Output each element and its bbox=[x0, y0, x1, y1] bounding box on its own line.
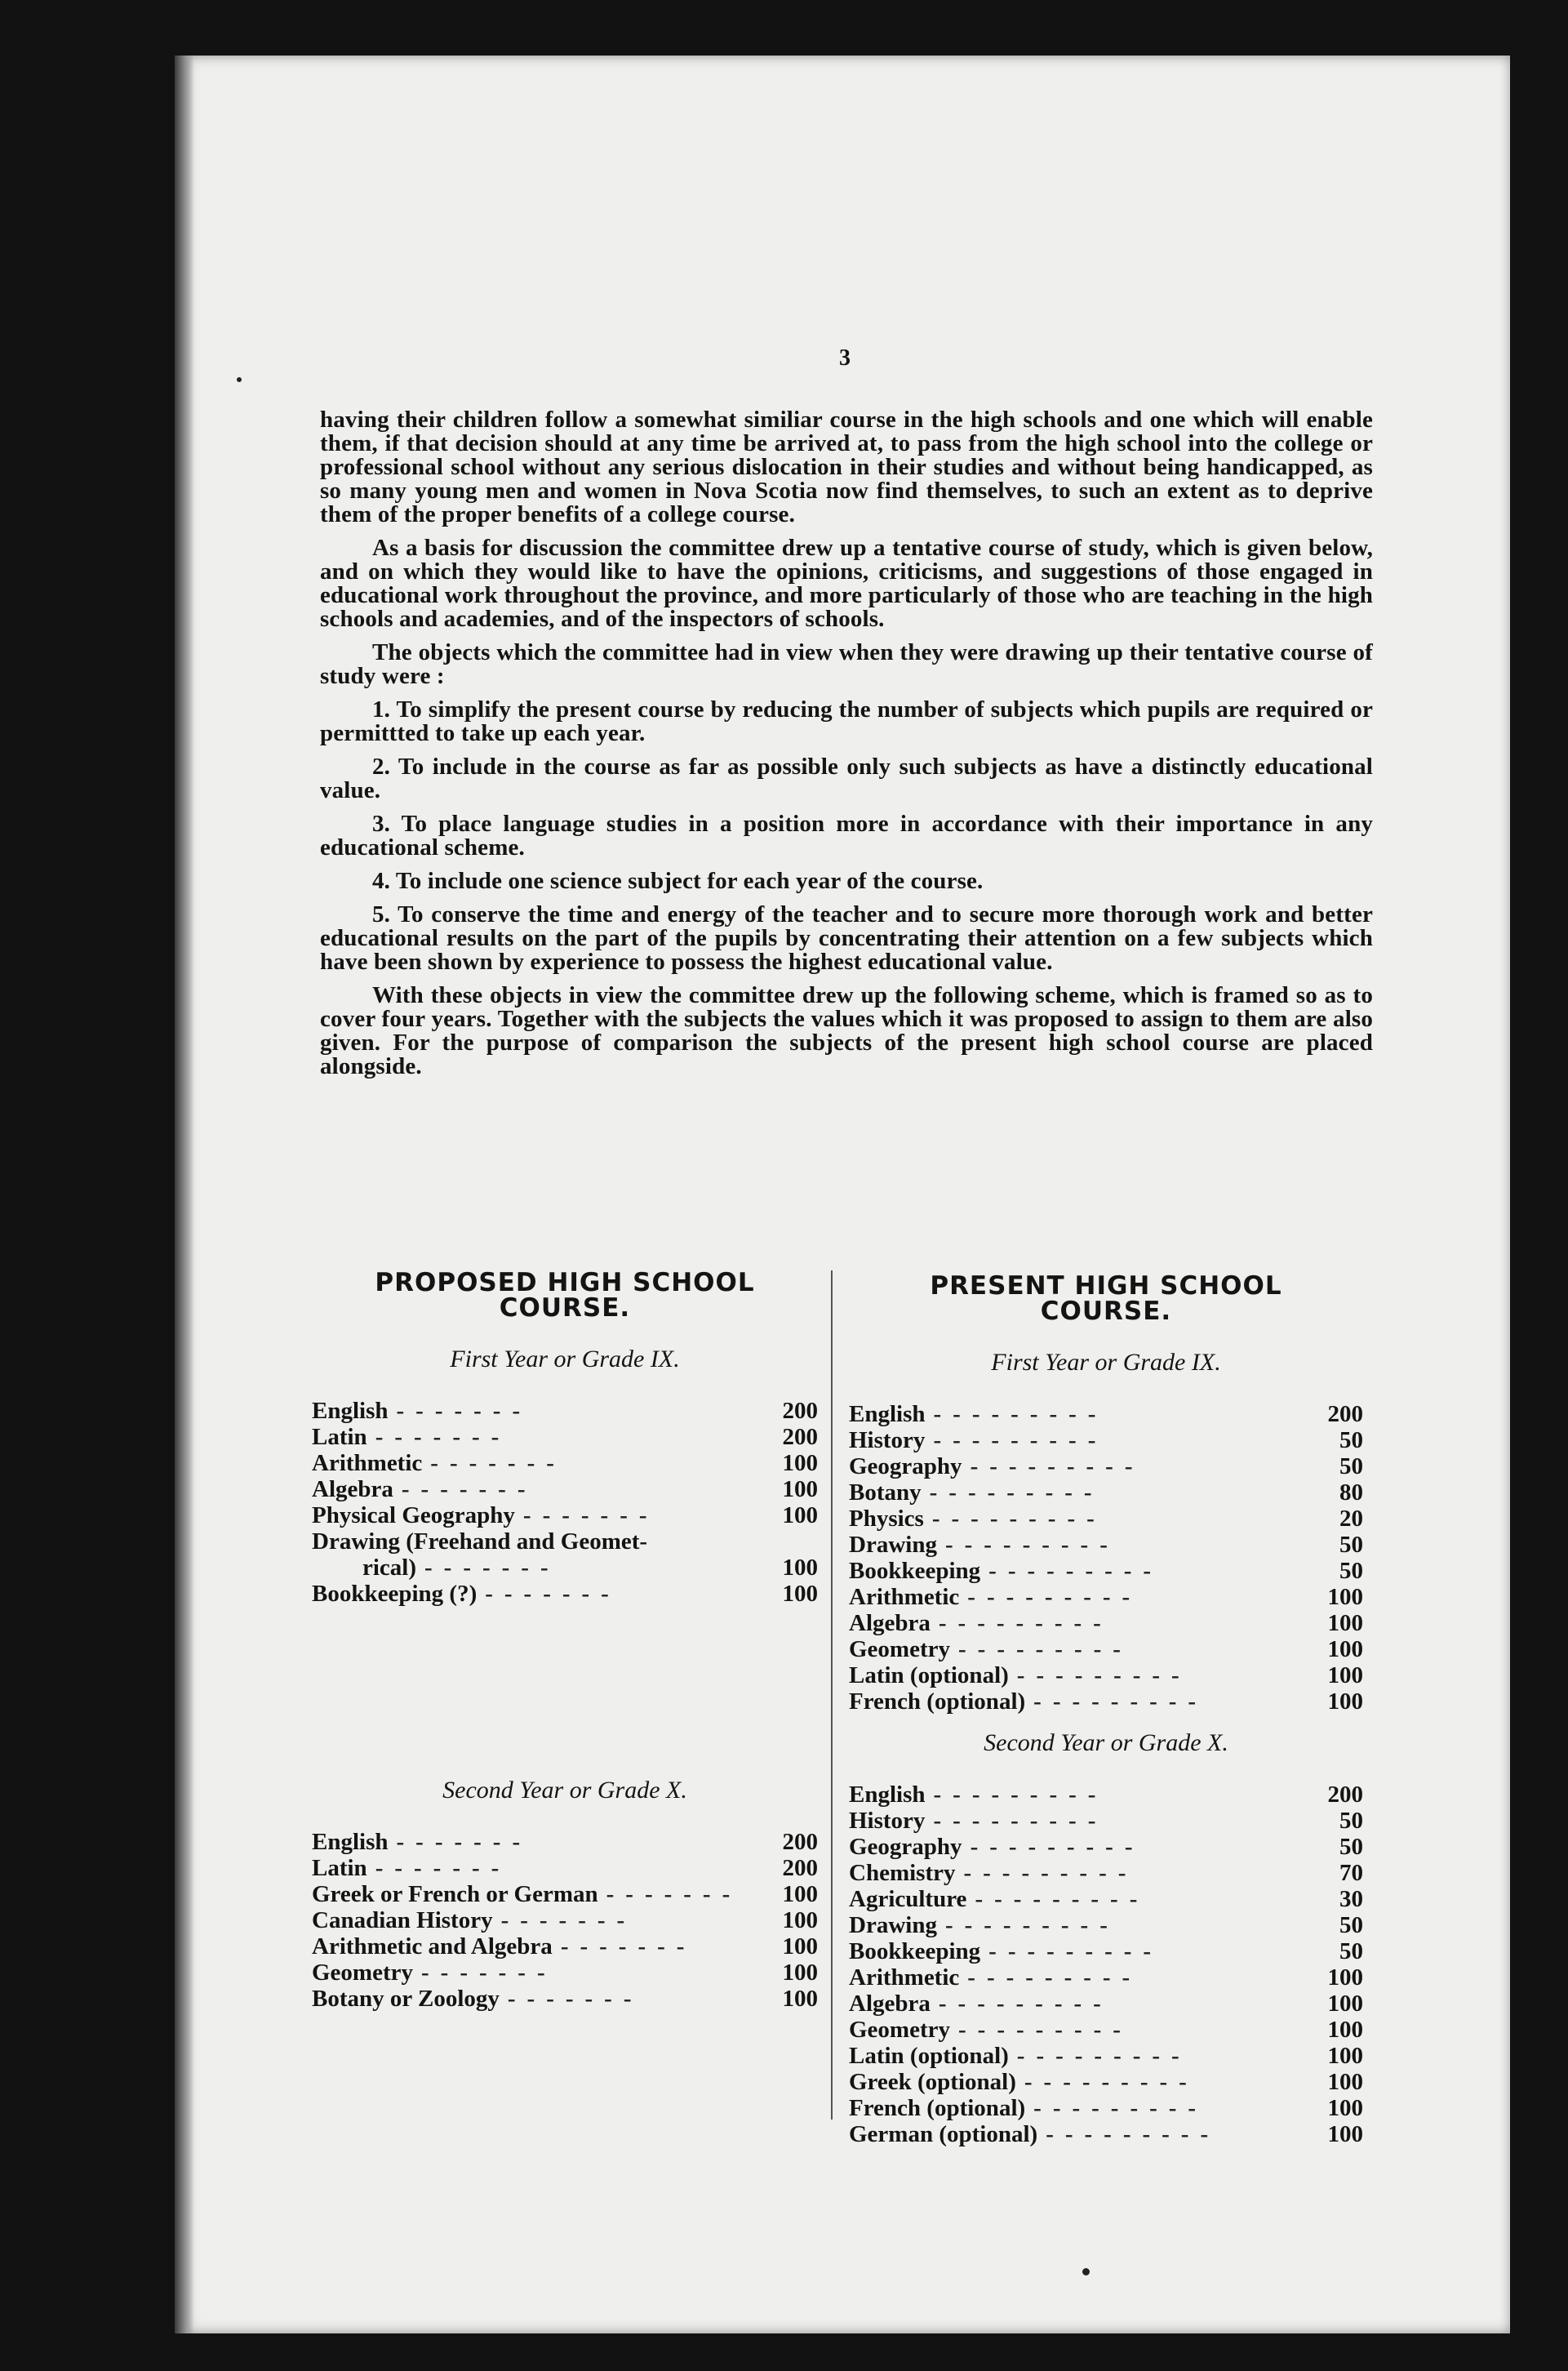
subject-name: Bookkeeping (?) bbox=[312, 1581, 478, 1607]
subject-name: Physics bbox=[849, 1506, 924, 1532]
present-course-heading bbox=[849, 1271, 1363, 1326]
dot-leader: ------- bbox=[421, 1960, 557, 1986]
subject-name: English bbox=[849, 1401, 926, 1427]
subject-value: 200 bbox=[782, 1424, 818, 1450]
subject-name: Agriculture bbox=[849, 1886, 967, 1912]
dot-leader: --------- bbox=[938, 1991, 1113, 2017]
dot-leader: ------- bbox=[485, 1581, 620, 1607]
subject-value: 100 bbox=[782, 1450, 818, 1476]
dot-leader: ------- bbox=[560, 1933, 696, 1960]
scan-speck bbox=[237, 377, 242, 382]
subject-name: French (optional) bbox=[849, 1688, 1026, 1715]
subject-name: Latin (optional) bbox=[849, 1662, 1009, 1688]
subject-value: 50 bbox=[1339, 1532, 1363, 1558]
subject-row bbox=[849, 1636, 1363, 1662]
subject-row bbox=[849, 1782, 1363, 1808]
dot-leader: --------- bbox=[1046, 2121, 1220, 2147]
subject-name: rical) bbox=[362, 1555, 417, 1581]
present-second-year-list bbox=[849, 1782, 1363, 2147]
subject-name: Algebra bbox=[849, 1991, 931, 2017]
subject-value: 50 bbox=[1339, 1558, 1363, 1584]
subject-name: German (optional) bbox=[849, 2121, 1038, 2147]
subject-value: 100 bbox=[1327, 2017, 1363, 2043]
subject-name: Greek or French or German bbox=[312, 1881, 598, 1907]
subject-value: 100 bbox=[1327, 1636, 1363, 1662]
present-course-column bbox=[849, 1271, 1363, 2147]
subject-row bbox=[849, 1808, 1363, 1834]
subject-name: Physical Geography bbox=[312, 1502, 515, 1528]
subject-value: 100 bbox=[782, 1581, 818, 1607]
paragraph: The objects which the committee had in view when they were drawing up their tentative course of study were : bbox=[320, 639, 1373, 689]
proposed-course-column bbox=[312, 1270, 818, 2012]
subject-value: 100 bbox=[1327, 1662, 1363, 1688]
subject-name: English bbox=[849, 1782, 926, 1808]
dot-leader: --------- bbox=[1033, 1688, 1208, 1715]
present-heading-line2: COURSE. bbox=[1040, 1297, 1172, 1326]
subject-name: Chemistry bbox=[849, 1860, 956, 1886]
subject-row bbox=[849, 1479, 1363, 1506]
dot-leader: --------- bbox=[975, 1886, 1149, 1912]
subject-row bbox=[312, 1555, 818, 1581]
dot-leader: ------- bbox=[500, 1907, 637, 1933]
subject-name: Botany or Zoology bbox=[312, 1986, 500, 2012]
subject-row bbox=[849, 1610, 1363, 1636]
subject-row bbox=[312, 1881, 818, 1907]
present-heading-line1: PRESENT HIGH SCHOOL bbox=[930, 1271, 1282, 1301]
dot-leader: --------- bbox=[944, 1912, 1119, 1938]
dot-leader: ------- bbox=[430, 1450, 566, 1476]
subject-name: Latin (optional) bbox=[849, 2043, 1009, 2069]
subject-value: 20 bbox=[1339, 1506, 1363, 1532]
subject-row bbox=[849, 1991, 1363, 2017]
subject-value: 100 bbox=[782, 1881, 818, 1907]
subject-name: Drawing bbox=[849, 1532, 937, 1558]
subject-name: Arithmetic bbox=[849, 1584, 960, 1610]
subject-row bbox=[849, 2121, 1363, 2147]
subject-row bbox=[312, 1829, 818, 1855]
subject-row bbox=[849, 2017, 1363, 2043]
subject-name: Latin bbox=[312, 1855, 367, 1881]
subject-row bbox=[849, 1886, 1363, 1912]
dot-leader: --------- bbox=[933, 1427, 1108, 1453]
dot-leader: --------- bbox=[931, 1506, 1106, 1532]
subject-value: 200 bbox=[782, 1855, 818, 1881]
subject-value: 100 bbox=[1327, 1584, 1363, 1610]
paragraph: 2. To include in the course as far as possible only such subjects as have a distinctly educational value. bbox=[320, 754, 1373, 803]
subject-value: 100 bbox=[1327, 2069, 1363, 2095]
dot-leader: ------- bbox=[522, 1502, 659, 1528]
body-text bbox=[320, 408, 1373, 1088]
subject-row bbox=[312, 1450, 818, 1476]
dot-leader: --------- bbox=[933, 1808, 1108, 1834]
subject-name: Geometry bbox=[849, 1636, 950, 1662]
dot-leader: --------- bbox=[970, 1834, 1144, 1860]
subject-value: 200 bbox=[1327, 1401, 1363, 1427]
subject-row bbox=[849, 1860, 1363, 1886]
dot-leader: ------- bbox=[396, 1829, 532, 1855]
subject-value: 100 bbox=[782, 1502, 818, 1528]
subject-value: 100 bbox=[782, 1476, 818, 1502]
subject-value: 200 bbox=[782, 1829, 818, 1855]
subject-name: Greek (optional) bbox=[849, 2069, 1016, 2095]
subject-value: 100 bbox=[782, 1986, 818, 2012]
paragraph: having their children follow a somewhat similiar course in the high schools and one which will enable them, if that decision should at any time be arrived at, to pass from the high school into the college or professional school without any serious dislocation in their studies and without being handicapped, as so many young men and women in Nova Scotia now find themselves, to such an extent as to deprive them of the proper benefits of a college course. bbox=[320, 407, 1373, 527]
subject-row bbox=[849, 1938, 1363, 1964]
dot-leader: ------- bbox=[375, 1424, 511, 1450]
dot-leader: --------- bbox=[988, 1558, 1163, 1584]
dot-leader: --------- bbox=[958, 2017, 1132, 2043]
subject-value: 100 bbox=[1327, 2095, 1363, 2121]
dot-leader: --------- bbox=[1024, 2069, 1198, 2095]
present-first-year-list bbox=[849, 1401, 1363, 1715]
subject-value: 50 bbox=[1339, 1808, 1363, 1834]
subject-name: Canadian History bbox=[312, 1907, 493, 1933]
subject-row bbox=[849, 2043, 1363, 2069]
subject-value: 50 bbox=[1339, 1427, 1363, 1453]
subject-name: Latin bbox=[312, 1424, 367, 1450]
proposed-second-year-title: Second Year or Grade X. bbox=[442, 1777, 687, 1804]
subject-row bbox=[849, 1401, 1363, 1427]
proposed-first-year-title: First Year or Grade IX. bbox=[450, 1346, 680, 1372]
subject-row bbox=[849, 1662, 1363, 1688]
subject-value: 100 bbox=[1327, 1688, 1363, 1715]
subject-row bbox=[849, 1532, 1363, 1558]
proposed-second-year-list bbox=[312, 1829, 818, 2012]
present-first-year-title: First Year or Grade IX. bbox=[991, 1349, 1221, 1376]
subject-value: 200 bbox=[782, 1398, 818, 1424]
proposed-first-year-list bbox=[312, 1398, 818, 1607]
proposed-heading-line2: COURSE. bbox=[499, 1293, 631, 1323]
subject-name: History bbox=[849, 1808, 926, 1834]
subject-name: English bbox=[312, 1829, 389, 1855]
subject-value: 100 bbox=[782, 1933, 818, 1960]
dot-leader: --------- bbox=[1033, 2095, 1208, 2121]
proposed-course-heading bbox=[312, 1270, 818, 1321]
subject-name: English bbox=[312, 1398, 389, 1424]
subject-value: 200 bbox=[1327, 1782, 1363, 1808]
dot-leader: --------- bbox=[967, 1964, 1142, 1991]
subject-row bbox=[849, 1427, 1363, 1453]
subject-name: Geometry bbox=[849, 2017, 950, 2043]
dot-leader: --------- bbox=[967, 1584, 1142, 1610]
subject-value: 30 bbox=[1339, 1886, 1363, 1912]
dot-leader: --------- bbox=[1016, 1662, 1191, 1688]
dot-leader: ------- bbox=[401, 1476, 537, 1502]
present-second-year-title: Second Year or Grade X. bbox=[984, 1729, 1228, 1756]
dot-leader: ------- bbox=[507, 1986, 643, 2012]
subject-row bbox=[312, 1528, 818, 1555]
subject-row bbox=[849, 1584, 1363, 1610]
dot-leader: ------- bbox=[606, 1881, 742, 1907]
subject-value: 100 bbox=[1327, 2121, 1363, 2147]
subject-name: Arithmetic bbox=[312, 1450, 423, 1476]
subject-name: Arithmetic bbox=[849, 1964, 960, 1991]
subject-name: Geography bbox=[849, 1453, 962, 1479]
subject-row bbox=[312, 1476, 818, 1502]
scan-speck bbox=[1082, 2268, 1090, 2275]
dot-leader: --------- bbox=[944, 1532, 1119, 1558]
subject-value: 100 bbox=[782, 1555, 818, 1581]
subject-value: 50 bbox=[1339, 1453, 1363, 1479]
subject-name: Drawing (Freehand and Geomet- bbox=[312, 1528, 648, 1555]
paragraph: With these objects in view the committee drew up the following scheme, which is framed so as to cover four years. Together with the subjects the values which it was proposed to assign to them are also given. For the purpose of comparison the subjects of the present high school course are placed alongside. bbox=[320, 982, 1373, 1079]
page-binding-shadow bbox=[175, 56, 194, 2333]
dot-leader: ------- bbox=[375, 1855, 511, 1881]
subject-row bbox=[849, 2095, 1363, 2121]
subject-name: Geography bbox=[849, 1834, 962, 1860]
subject-row bbox=[312, 1398, 818, 1424]
subject-row bbox=[849, 1688, 1363, 1715]
subject-row bbox=[849, 1834, 1363, 1860]
subject-value: 100 bbox=[1327, 1964, 1363, 1991]
proposed-heading-line1: PROPOSED HIGH SCHOOL bbox=[375, 1268, 755, 1297]
subject-value: 100 bbox=[782, 1907, 818, 1933]
paragraph: 1. To simplify the present course by reducing the number of subjects which pupils are required or permittted to take up each year. bbox=[320, 696, 1373, 746]
subject-name: Drawing bbox=[849, 1912, 937, 1938]
column-divider bbox=[831, 1270, 833, 2120]
subject-name: History bbox=[849, 1427, 926, 1453]
dot-leader: --------- bbox=[933, 1401, 1108, 1427]
dot-leader: --------- bbox=[933, 1782, 1108, 1808]
subject-value: 80 bbox=[1339, 1479, 1363, 1506]
subject-row bbox=[312, 1502, 818, 1528]
subject-name: Bookkeeping bbox=[849, 1558, 981, 1584]
subject-row bbox=[849, 1506, 1363, 1532]
dot-leader: ------- bbox=[396, 1398, 532, 1424]
subject-name: Arithmetic and Algebra bbox=[312, 1933, 553, 1960]
subject-name: French (optional) bbox=[849, 2095, 1026, 2121]
subject-name: Geometry bbox=[312, 1960, 413, 1986]
paragraph: 5. To conserve the time and energy of the teacher and to secure more thorough work and better educational results on the part of the pupils by concentrating their attention on a few subjects which have been shown by experience to possess the highest educational value. bbox=[320, 901, 1373, 975]
subject-row bbox=[849, 1558, 1363, 1584]
subject-row bbox=[312, 1855, 818, 1881]
subject-name: Algebra bbox=[312, 1476, 393, 1502]
subject-row bbox=[312, 1581, 818, 1607]
subject-row bbox=[312, 1424, 818, 1450]
dot-leader: ------- bbox=[424, 1555, 560, 1581]
dot-leader: --------- bbox=[958, 1636, 1132, 1662]
dot-leader: --------- bbox=[1016, 2043, 1191, 2069]
subject-value: 70 bbox=[1339, 1860, 1363, 1886]
dot-leader: --------- bbox=[988, 1938, 1163, 1964]
subject-value: 100 bbox=[1327, 1610, 1363, 1636]
dot-leader: --------- bbox=[929, 1479, 1104, 1506]
subject-row bbox=[312, 1986, 818, 2012]
paragraph: 4. To include one science subject for each year of the course. bbox=[372, 868, 984, 894]
subject-name: Bookkeeping bbox=[849, 1938, 981, 1964]
subject-row bbox=[312, 1960, 818, 1986]
subject-row bbox=[849, 1964, 1363, 1991]
dot-leader: --------- bbox=[970, 1453, 1144, 1479]
subject-row bbox=[849, 1453, 1363, 1479]
subject-row bbox=[312, 1933, 818, 1960]
paragraph: As a basis for discussion the committee drew up a tentative course of study, which is given below, and on which they would like to have the opinions, criticisms, and suggestions of those engaged in educational work throughout the province, and more particularly of those who are teaching in the high schools and academies, and of the inspectors of schools. bbox=[320, 535, 1373, 632]
dot-leader: --------- bbox=[938, 1610, 1113, 1636]
subject-value: 50 bbox=[1339, 1938, 1363, 1964]
subject-row bbox=[849, 1912, 1363, 1938]
subject-name: Algebra bbox=[849, 1610, 931, 1636]
subject-name: Botany bbox=[849, 1479, 922, 1506]
dot-leader: --------- bbox=[963, 1860, 1138, 1886]
paragraph: 3. To place language studies in a position more in accordance with their importance in any educational scheme. bbox=[320, 811, 1373, 861]
subject-value: 50 bbox=[1339, 1834, 1363, 1860]
subject-value: 50 bbox=[1339, 1912, 1363, 1938]
page-number: 3 bbox=[839, 345, 851, 371]
subject-value: 100 bbox=[782, 1960, 818, 1986]
subject-value: 100 bbox=[1327, 2043, 1363, 2069]
subject-value: 100 bbox=[1327, 1991, 1363, 2017]
subject-row bbox=[312, 1907, 818, 1933]
subject-row bbox=[849, 2069, 1363, 2095]
